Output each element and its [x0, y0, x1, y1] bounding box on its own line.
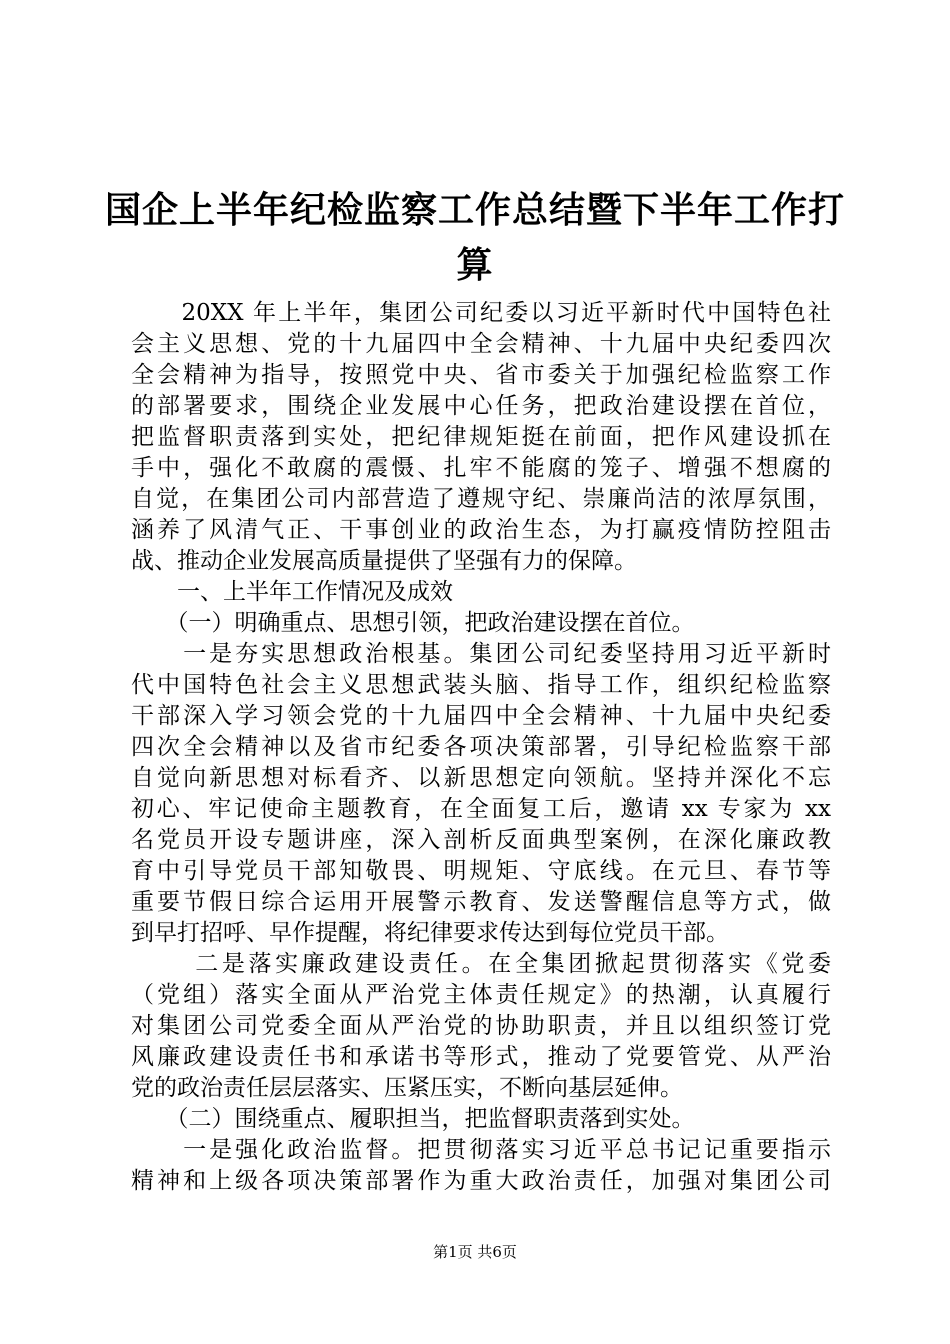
body-line: 育中引导党员干部知敬畏、明规矩、守底线。在元旦、春节等: [131, 858, 831, 884]
body-line: 党的政治责任层层落实、压紧压实，不断向基层延伸。: [131, 1075, 683, 1101]
body-line: 全会精神为指导，按照党中央、省市委关于加强纪检监察工作: [131, 362, 831, 388]
document-body: [131, 298, 831, 1197]
body-line: 名党员开设专题讲座，深入剖析反面典型案例，在深化廉政教: [131, 827, 831, 853]
body-line: 精神和上级各项决策部署作为重大政治责任，加强对集团公司: [131, 1168, 831, 1194]
document-title-line-2: 算: [456, 244, 494, 286]
body-line: 风廉政建设责任书和承诺书等形式，推动了党要管党、从严治: [131, 1044, 831, 1070]
body-line: 四次全会精神以及省市纪委各项决策部署，引导纪检监察干部: [131, 734, 831, 760]
body-line: 干部深入学习领会党的十九届四中全会精神、十九届中央纪委: [131, 703, 831, 729]
body-line: 手中，强化不敢腐的震慑、扎牢不能腐的笼子、增强不想腐的: [131, 455, 831, 481]
page-footer: 第1页 共6页: [433, 1243, 517, 1261]
body-line: （一）明确重点、思想引领，把政治建设摆在首位。: [131, 610, 695, 636]
body-line: 战、推动企业发展高质量提供了坚强有力的保障。: [131, 548, 637, 574]
body-line: 的部署要求，围绕企业发展中心任务，把政治建设摆在首位，: [131, 393, 831, 419]
document-title-line-1: 国企上半年纪检监察工作总结暨下半年工作打: [104, 189, 845, 231]
body-line: 到早打招呼、早作提醒，将纪律要求传达到每位党员干部。: [131, 920, 729, 946]
body-line: 把监督职责落到实处，把纪律规矩挺在前面，把作风建设抓在: [131, 424, 831, 450]
body-line: 初心、牢记使命主题教育，在全面复工后，邀请 xx 专家为 xx: [131, 796, 831, 822]
body-line: 自觉，在集团公司内部营造了遵规守纪、崇廉尚洁的浓厚氛围，: [131, 486, 831, 512]
body-line: 自觉向新思想对标看齐、以新思想定向领航。坚持并深化不忘: [131, 765, 831, 791]
body-line: 二是落实廉政建设责任。在全集团掀起贯彻落实《党委: [131, 951, 831, 977]
body-line: 涵养了风清气正、干事创业的政治生态，为打赢疫情防控阻击: [131, 517, 831, 543]
body-line: 会主义思想、党的十九届四中全会精神、十九届中央纪委四次: [131, 331, 831, 357]
body-line: 重要节假日综合运用开展警示教育、发送警醒信息等方式，做: [131, 889, 831, 915]
body-line: 代中国特色社会主义思想武装头脑、指导工作，组织纪检监察: [131, 672, 831, 698]
body-line: 一、上半年工作情况及成效: [131, 579, 453, 605]
body-line: 一是夯实思想政治根基。集团公司纪委坚持用习近平新时: [131, 641, 831, 667]
body-line: （二）围绕重点、履职担当，把监督职责落到实处。: [131, 1106, 695, 1132]
body-line: （党组）落实全面从严治党主体责任规定》的热潮，认真履行: [131, 982, 831, 1008]
body-line: 一是强化政治监督。把贯彻落实习近平总书记记重要指示: [131, 1137, 831, 1163]
body-line: 20XX 年上半年，集团公司纪委以习近平新时代中国特色社: [131, 300, 831, 326]
body-line: 对集团公司党委全面从严治党的协助职责，并且以组织签订党: [131, 1013, 831, 1039]
